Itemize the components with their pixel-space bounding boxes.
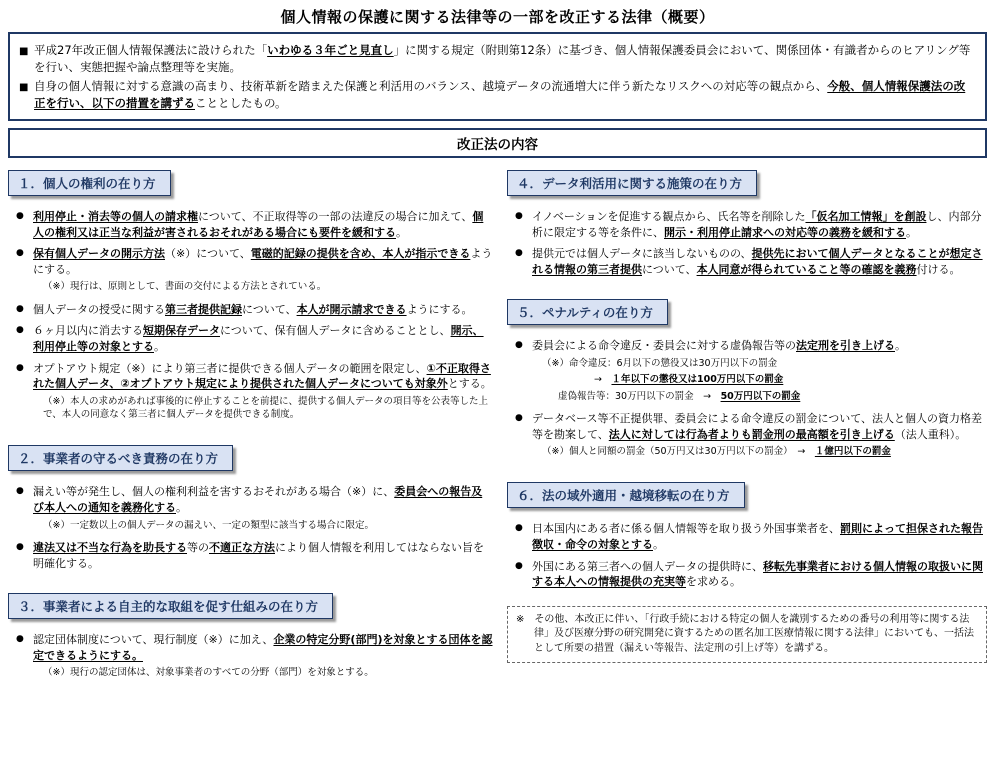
- square-bullet-icon: ■: [19, 81, 29, 93]
- item-note: （※）現行は、原則として、書面の交付による方法とされている。: [43, 281, 327, 293]
- list-item: [16, 209, 493, 240]
- item-text: 外国にある第三者への個人データの提供時に、移転先事業者における個人情報の取扱いに関する本人への情報提供の充実等を求める。: [532, 559, 983, 589]
- intro-box: [8, 32, 987, 121]
- bullet-icon: ●: [16, 634, 24, 645]
- list-item: [16, 632, 493, 682]
- section-header: ６．法の域外適用・越境移転の在り方: [507, 482, 745, 508]
- intro-bullet-row: [19, 42, 976, 77]
- left-column: [8, 164, 495, 688]
- list-item: [16, 484, 493, 534]
- bullet-icon: ●: [515, 560, 523, 571]
- item-text: 漏えい等が発生し、個人の権利利益を害するおそれがある場合（※）に、委員会への報告及び本人への通知を義務化する。 （※）一定数以上の個人データの漏えい、一定の類型に該当する場合に限定。: [33, 484, 493, 534]
- list-item: [16, 540, 493, 571]
- item-text: 個人データの授受に関する第三者提供記録について、本人が開示請求できるようにする。: [33, 302, 473, 316]
- item-note: （※）命令違反：6月以下の懲役又は30万円以下の罰金: [542, 358, 778, 370]
- item-text: 保有個人データの開示方法（※）について、電磁的記録の提供を含め、本人が指示できるようにする。 （※）現行は、原則として、書面の交付による方法とされている。: [33, 247, 493, 293]
- item-text: ６ヶ月以内に消去する短期保存データについて、保有個人データに含めることとし、開示、利用停止等の対象とする。: [33, 324, 484, 353]
- section-header: ２．事業者の守るべき責務の在り方: [8, 445, 233, 471]
- item-text: イノベーションを促進する観点から、氏名等を削除した「仮名加工情報」を創設し、内部分析に限定する等を条件に、開示・利用停止請求への対応等の義務を緩和する。: [532, 210, 982, 239]
- item-text: オプトアウト規定（※）により第三者に提供できる個人データの範囲を限定し、①不正取得された個人データ、②オプトアウト規定により提供された個人データについても対象外とする。 （※）本人の求めがあれば事後的に停止することを前提に、提供する個人データの項目等を公表等した上で、本人の同意なく第三者に個人データを提供できる制度。: [33, 361, 492, 421]
- bullet-icon: ●: [515, 523, 523, 534]
- item-text: 日本国内にある者に係る個人情報等を取り扱う外国事業者を、罰則によって担保された報告徴収・命令の対象とする。: [532, 522, 983, 552]
- bullet-icon: ●: [515, 340, 523, 351]
- list-item: [515, 521, 985, 552]
- section-extraterritorial: [507, 466, 987, 589]
- bullet-icon: ●: [16, 486, 24, 497]
- list-item: [515, 411, 985, 461]
- bullet-icon: ●: [16, 541, 24, 552]
- section-data-utilization: [507, 164, 987, 277]
- section-voluntary-efforts: [8, 577, 495, 682]
- item-note: （※）個人と同額の罰金（50万円又は30万円以下の罰金） → １億円以下の罰金: [542, 446, 891, 458]
- item-note: 虚偽報告等：30万円以下の罰金 → 50万円以下の罰金: [558, 390, 801, 402]
- list-item: [16, 302, 493, 318]
- item-text: 利用停止・消去等の個人の請求権について、不正取得等の一部の法違反の場合に加えて、個人の権利又は正当な利益が害されるおそれがある場合にも要件を緩和する。: [33, 210, 484, 239]
- footnote-box: [507, 606, 987, 664]
- list-item: [515, 246, 985, 277]
- list-item: [16, 246, 493, 296]
- bullet-icon: ●: [16, 248, 24, 259]
- item-text: 違法又は不当な行為を助長する等の不適正な方法により個人情報を利用してはならない旨を明確化する。: [33, 540, 484, 570]
- section-header: ３．事業者による自主的な取組を促す仕組みの在り方: [8, 593, 333, 619]
- section-business-duties: [8, 429, 495, 571]
- item-note: （※）現行の認定団体は、対象事業者のすべての分野（部門）を対象とする。: [43, 667, 374, 679]
- bullet-icon: ●: [16, 211, 24, 221]
- item-text: 提供元では個人データに該当しないものの、提供先において個人データとなることが想定される情報の第三者提供について、本人同意が得られていること等の確認を義務付ける。: [532, 247, 983, 276]
- square-bullet-icon: ■: [19, 46, 29, 57]
- section-header: ４．データ利活用に関する施策の在り方: [507, 170, 757, 196]
- content-section-title: 改正法の内容: [8, 128, 987, 158]
- page-title: 個人情報の保護に関する法律等の一部を改正する法律（概要）: [280, 8, 715, 26]
- list-item: [515, 338, 985, 405]
- list-item: [16, 323, 493, 354]
- intro-bullet-row: [19, 78, 976, 113]
- bullet-icon: ●: [16, 303, 24, 314]
- section-individual-rights: [8, 164, 495, 423]
- intro-bullet: 平成27年改正個人情報保護法に設けられた「いわゆる３年ごと見直し」に関する規定（附則第12条）に基づき、個人情報保護委員会において、関係団体・有識者からのヒアリング等を行い、実態把握や論点整理等を実施。: [34, 43, 971, 75]
- item-note: （※）一定数以上の個人データの漏えい、一定の類型に該当する場合に限定。: [43, 519, 374, 531]
- bullet-icon: ●: [515, 248, 523, 259]
- bullet-icon: ●: [515, 211, 523, 221]
- footnote-text: ※ その他、本改正に伴い、「行政手続における特定の個人を識別するための番号の利用等に関する法律」及び医療分野の研究開発に資するための匿名加工医療情報に関する法律」においても、一括法として所要の措置（漏えい等報告、法定刑の引上げ等）を講ずる。: [516, 613, 974, 654]
- list-item: [16, 361, 493, 424]
- item-text: データベース等不正提供罪、委員会による命令違反の罰金について、法人と個人の資力格差等を勘案して、法人に対しては行為者よりも罰金刑の最高額を引き上げる（法人重科）。 （※）個人と同額の罰金（50万円又は30万円以下の罰金） → １億円以下の罰金: [532, 411, 985, 461]
- list-item: [515, 559, 985, 590]
- item-note: → １年以下の懲役又は100万円以下の罰金: [594, 374, 784, 386]
- right-column: [507, 164, 987, 663]
- section-header: ５．ペナルティの在り方: [507, 299, 668, 325]
- item-text: 認定団体制度について、現行制度（※）に加え、企業の特定分野(部門)を対象とする団体を認定できるようにする。 （※）現行の認定団体は、対象事業者のすべての分野（部門）を対象とする。: [33, 633, 493, 679]
- bullet-icon: ●: [16, 362, 24, 373]
- section-header: １．個人の権利の在り方: [8, 170, 171, 196]
- bullet-icon: ●: [16, 325, 24, 336]
- section-penalties: [507, 283, 987, 460]
- list-item: [515, 209, 985, 240]
- two-column-layout: [0, 158, 995, 688]
- bullet-icon: ●: [515, 412, 523, 423]
- intro-bullet: 自身の個人情報に対する意識の高まり、技術革新を踏まえた保護と利活用のバランス、越境データの流通増大に伴う新たなリスクへの対応等の観点から、今般、個人情報保護法の改正を行い、以下の措置を講ずることとしたもの。: [34, 78, 966, 110]
- item-note: （※）本人の求めがあれば事後的に停止することを前提に、提供する個人データの項目等を公表等した上で、本人の同意なく第三者に個人データを提供できる制度。: [43, 395, 488, 421]
- item-text: 委員会による命令違反・委員会に対する虚偽報告等の法定刑を引き上げる。 （※）命令違反：6月以下の懲役又は30万円以下の罰金 → １年以下の懲役又は100万円以下の罰金 虚偽報告等：30万円以下の罰金 → 50万円以下の罰金: [532, 338, 985, 405]
